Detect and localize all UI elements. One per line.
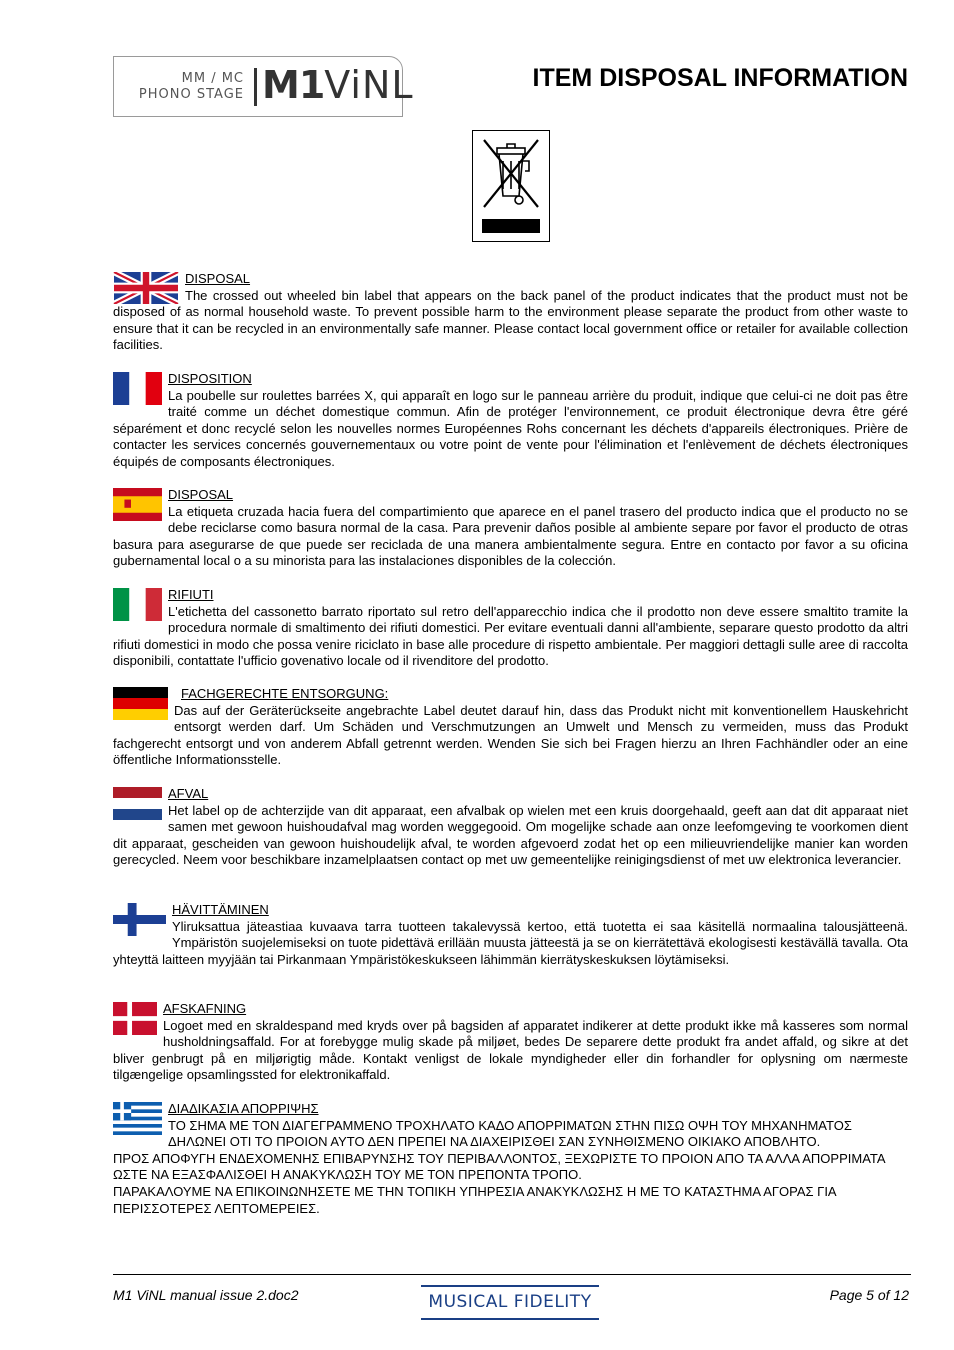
section-french: [113, 371, 908, 471]
section-body: Logoet med en skraldespand med kryds over på bagsiden af apparatet indikerer at dette produkt ikke må kasseres som normal husholdningsaffald. For at forebygge mulig skade på miljøet, bedes De separere dette produkt fra andet affald, og sikre at det bliver genbrugt på en miljørigtig måde. Kontakt venligst de lokale myndigheder eller din forhandler for oplysning om nærmeste tilgængelige opsamlingssted for elektronikaffald.: [113, 1017, 908, 1083]
section-spanish: [113, 487, 908, 570]
italy-flag-icon: [113, 588, 162, 621]
section-body: Das auf der Geräterückseite angebrachte Label deutet darauf hin, dass das Produkt nicht mit konventionellem Hauskehricht entsorgt werden darf. Um Schäden und Verschmutzungen an Umwelt und Mensch zu vermeiden, muss das Produkt fachgerecht entsorgt und von anderem Abfall getrennt werden. Wenden Sie sich bei Fragen hierzu an Ihren Fachhändler oder an eine öffentliche Informationsstelle.: [113, 702, 908, 768]
section-heading: AFVAL: [168, 786, 209, 801]
section-body: La etiqueta cruzada hacia fuera del compartimiento que aparece en el panel trasero del producto indica que el producto no se debe reciclarse como basura normal de la casa. Para prevenir daños posible al ambiente separe por favor el producto de otras basura para asegurarse de que puede ser reciclada de una manera ambientalmente segura. Entre en contacto por favor a su oficina gubernamental local o a su minorista para las instalaciones disponibles de la colección.: [113, 503, 908, 569]
product-logo: [113, 56, 414, 117]
france-flag-icon: [113, 372, 162, 405]
uk-flag-icon: [113, 272, 179, 304]
section-body-line: ΠΡΟΣ ΑΠΟΦΥΓΗ ΕΝΔΕΧΟΜΕΝΗΣ ΕΠΙΒΑΡΥΝΣΗΣ ΤΟΥ ΠΕΡΙΒΑΛΛΟΝΤΟΣ, ΞΕΧΩΡΙΣΤΕ ΤΟ ΠΡΟΙΟΝ ΑΠΟ ΤΑ ΑΛΛΑ ΑΠΟΡΡΙΜΑΤΑ ΩΣΤΕ ΝΑ ΕΞΑΣΦΑΛΙΣΘΕΙ Η ΑΝΑΚΥΚΛΩΣΗ ΤΟΥ ΜΕ ΤΟΝ ΠΡΕΠΟΝΤΑ ΤΡΟΠΟ.: [113, 1150, 885, 1183]
section-heading: DISPOSAL: [185, 271, 251, 286]
logo-subtitle: [139, 71, 244, 103]
section-greek: [113, 1101, 908, 1217]
section-heading: FACHGERECHTE ENTSORGUNG:: [181, 686, 389, 701]
greece-flag-icon: [113, 1102, 162, 1135]
section-heading: ΔΙΑΔΙΚΑΣΙΑ ΑΠΟΡΡΙΨΗΣ: [168, 1101, 319, 1116]
section-heading: AFSKAFNING: [163, 1001, 247, 1016]
section-heading: HÄVITTÄMINEN: [172, 902, 269, 917]
section-body: La poubelle sur roulettes barrées X, qui apparaît en logo sur le panneau arrière du produit, indique que celui-ci ne doit pas être traité comme un déchet domestique commun. Afin de protéger l'environnement, ce produit électronique devra être géré séparément et donc recyclé selon les nouvelles normes Européennes Rohs concernant les déchets d'appareils électroniques. Prière de contacter les services concernés gouvernementaux ou votre point de vente pour l'élimination et l'enlèvement de déchets électroniques équipés de composants électroniques.: [113, 387, 908, 469]
footer-page-number: Page 5 of 12: [829, 1287, 909, 1303]
section-heading: RIFIUTI: [168, 587, 214, 602]
logo-subtitle-line2: PHONO STAGE: [138, 87, 244, 102]
logo-separator: [254, 68, 257, 106]
logo-subtitle-line1: MM / MC: [181, 71, 244, 86]
musical-fidelity-logo: [421, 1285, 599, 1320]
section-danish: [113, 1001, 908, 1084]
germany-flag-icon: [113, 687, 168, 720]
section-dutch: [113, 786, 908, 869]
section-body-line: ΠΑΡΑΚΑΛΟΥΜΕ ΝΑ ΕΠΙΚΟΙΝΩΝΗΣΕΤΕ ΜΕ ΤΗΝ ΤΟΠΙΚΗ ΥΠΗΡΕΣΙΑ ΑΝΑΚΥΚΛΩΣΗΣ Η ΜΕ ΤΟ ΚΑΤΑΣΤΗΜΑ ΑΓΟΡΑΣ ΓΙΑ ΠΕΡΙΣΣΟΤΕΡΕΣ ΛΕΠΤΟΜΕΡΕΙΕΣ.: [113, 1183, 836, 1216]
denmark-flag-icon: [113, 1002, 157, 1035]
section-body: Het label op de achterzijde van dit apparaat, een afvalbak op wielen met een kruis doorgehaald, geeft aan dat dit apparaat niet samen met gewoon huishoudafval mag worden weggegooid. Om mogelijke schade aan onze leefomgeving te voorkomen dient dit apparaat, gescheiden van gewoon huishoudelijk afval, te worden afgevoerd zodat het op een milieuvriendelijke manier kan worden gerecycled. Neem voor beschikbare inzamelplaatsen contact op met uw gemeentelijke reinigingsdienst of met uw elektronica leverancier.: [113, 802, 908, 868]
section-finnish: [113, 902, 908, 968]
logo-mark-m1: M1: [262, 63, 325, 107]
netherlands-flag-icon: [113, 787, 162, 820]
section-body: L'etichetta del cassonetto barrato riportato sul retro dell'apparecchio indica che il prodotto non deve essere smaltito tramite la procedura normale di smaltimento dei rifiuti domestici. Per evitare eventuali danni all'ambiente, separare questo prodotto da altri rifiuti domestici in modo che possa venire riciclato in base alle procedure di rispetto ambientale. Per maggiori dettagli sulle aree di raccolta disponibili, contattate l'ufficio govenativo locale od il rivenditore del prodotto.: [113, 603, 908, 669]
logo-bottom-bar: [421, 1318, 599, 1320]
section-italian: [113, 587, 908, 670]
finland-flag-icon: [113, 903, 166, 936]
logo-mark-vinl: ViNL: [324, 63, 414, 107]
section-german: [113, 686, 908, 769]
crossed-out-wheeled-bin-icon: [472, 130, 550, 242]
section-body: The crossed out wheeled bin label that appears on the back panel of the product indicates that the product must not be disposed of as normal household waste. To prevent possible harm to the environment please separate the product from other waste to ensure that it can be recycled in an environmentally safe manner. Please contact local government office or retailer for available collection facilities.: [113, 287, 908, 353]
section-body: Yliruksattua jäteastiaa kuvaava tarra tuotteen takalevyssä kertoo, että tuotetta ei saa käsitellä normaalina talousjätteenä. Ympäristön suojelemiseksi on tuote pidettävä erillään muusta jätteestä ja se on kierrätettävä ekologisesti kestävällä tavalla. Ota yhteyttä laitteen myyjään tai Pirkanmaan Ympäristökeskukseen lähimmän kierrätyskeskuksen löytämiseksi.: [113, 918, 908, 967]
logo-wordmark: [262, 63, 414, 107]
footer-doc-name: M1 ViNL manual issue 2.doc2: [113, 1287, 299, 1303]
section-english: [113, 271, 908, 354]
section-body: ΤΟ ΣΗΜΑ ΜΕ ΤΟΝ ΔΙΑΓΕΓΡΑΜΜΕΝΟ ΤΡΟΧΗΛΑΤΟ ΚΑΔΟ ΑΠΟΡΡΙΜΑΤΩΝ ΣΤΗΝ ΠΙΣΩ ΟΨΗ ΤΟΥ ΜΗΧΑΝΗΜΑΤΟΣ: [168, 1117, 852, 1133]
brand-name: MUSICAL FIDELITY: [428, 1292, 592, 1312]
section-heading: DISPOSAL: [168, 487, 234, 502]
logo-top-bar: [421, 1285, 599, 1287]
section-heading: DISPOSITION: [168, 371, 252, 386]
section-body-line: ΔΗΛΩΝΕΙ ΟΤΙ ΤΟ ΠΡΟΙΟΝ ΑΥΤΟ ΔΕΝ ΠΡΕΠΕΙ ΝΑ ΔΙΑΧΕΙΡΙΣΘΕΙ ΣΑΝ ΣΥΝΗΘΙΣΜΕΝΟ ΟΙΚΙΑΚΟ ΑΠΟΒΛΗΤΟ.: [168, 1134, 821, 1150]
page-title: ITEM DISPOSAL INFORMATION: [532, 64, 908, 92]
footer-divider: [113, 1274, 911, 1275]
spain-flag-icon: [113, 488, 162, 521]
